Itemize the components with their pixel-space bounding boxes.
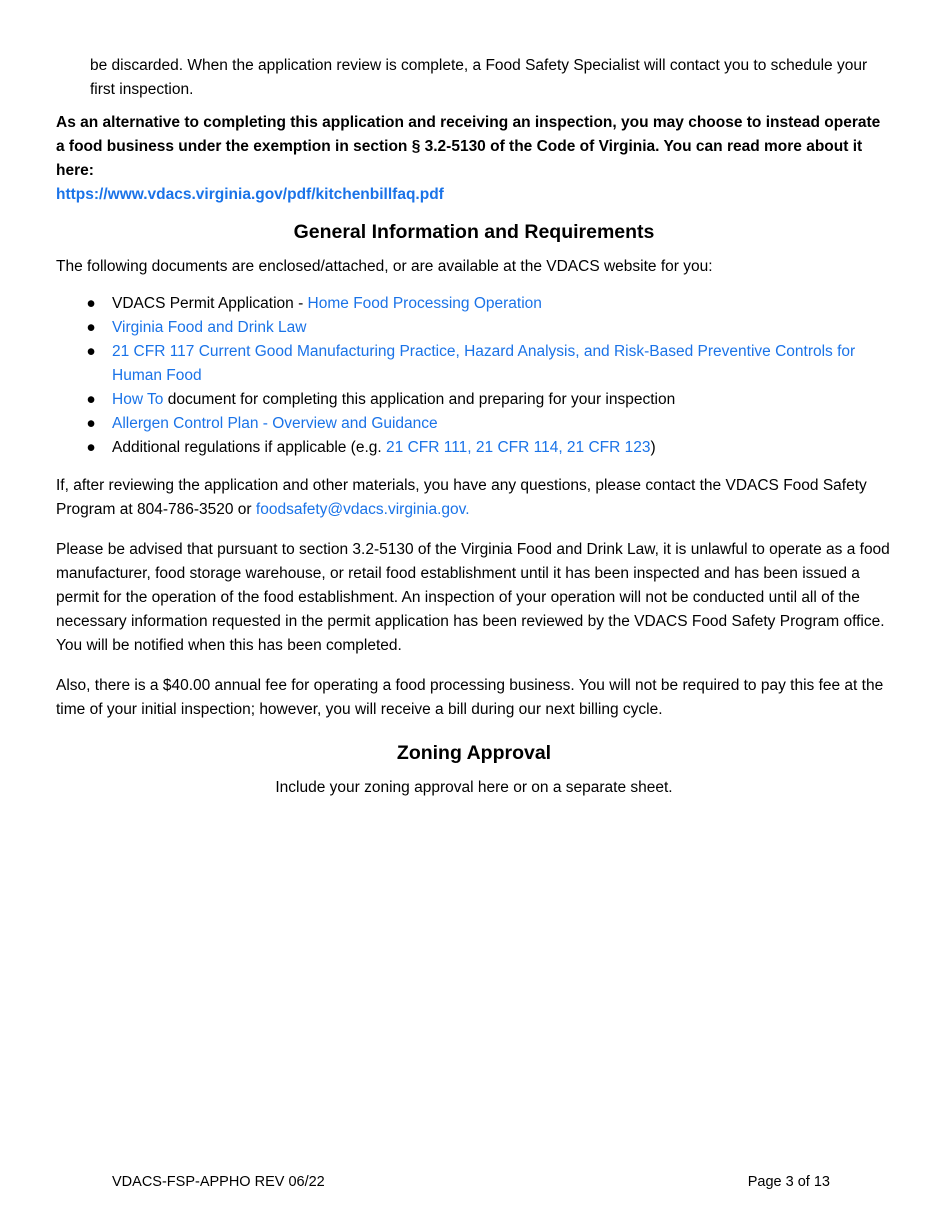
bullet-icon: ● bbox=[86, 319, 96, 336]
questions-paragraph bbox=[56, 474, 892, 522]
list-item bbox=[56, 436, 892, 460]
food-drink-law-link[interactable]: Virginia Food and Drink Law bbox=[112, 319, 307, 336]
list-item bbox=[56, 292, 892, 316]
form-id: VDACS-FSP-APPHO REV 06/22 bbox=[112, 1174, 325, 1190]
bullet-icon: ● bbox=[86, 343, 96, 360]
bullet-icon: ● bbox=[86, 391, 96, 408]
fee-paragraph: Also, there is a $40.00 annual fee for operating a food processing business. You will not be required to pay this fee at the time of your initial inspection; however, you will receive a bill during our next billing cycle. bbox=[56, 677, 884, 718]
alternative-text: As an alternative to completing this application and receiving an inspection, you may choose to instead operate a food business under the exemption in section § 3.2-5130 of the Code of Virginia. You can read more about it here: bbox=[56, 114, 881, 179]
advisory-paragraph: Please be advised that pursuant to section 3.2-5130 of the Virginia Food and Drink Law, it is unlawful to operate as a food manufacturer, food storage warehouse, or retail food establishment until it has been inspected and has been issued a permit for the operation of the food establishment. An inspection of your operation will not be conducted until all of the necessary information requested in the permit application has been reviewed by the VDACS Food Safety Program office. You will be notified when this has been completed. bbox=[56, 541, 890, 654]
bullet-icon: ● bbox=[86, 415, 96, 432]
item-text: ) bbox=[650, 439, 656, 456]
bullet-icon: ● bbox=[86, 295, 96, 312]
kitchen-bill-faq-link[interactable]: https://www.vdacs.virginia.gov/pdf/kitchenbillfaq.pdf bbox=[56, 186, 444, 203]
how-to-link[interactable]: How To bbox=[112, 391, 164, 408]
list-item bbox=[56, 388, 892, 412]
allergen-plan-link[interactable]: Allergen Control Plan - Overview and Guidance bbox=[112, 415, 438, 432]
cfr-117-link[interactable]: 21 CFR 117 Current Good Manufacturing Practice, Hazard Analysis, and Risk-Based Preventive Controls for Human Food bbox=[112, 343, 856, 384]
zoning-heading: Zoning Approval bbox=[396, 742, 552, 764]
questions-text: If, after reviewing the application and other materials, you have any questions, please contact the VDACS Food Safety Program at 804-786-3520 or bbox=[56, 477, 867, 518]
page-number: Page 3 of 13 bbox=[747, 1174, 830, 1190]
food-safety-email-link[interactable]: foodsafety@vdacs.virginia.gov. bbox=[255, 501, 470, 518]
item-text: document for completing this application and preparing for your inspection bbox=[163, 391, 676, 408]
intro-continuation: be discarded. When the application review is complete, a Food Safety Specialist will contact you to schedule your first inspection. bbox=[90, 57, 868, 98]
bullet-icon: ● bbox=[86, 439, 96, 456]
list-item bbox=[56, 340, 892, 388]
item-text: Additional regulations if applicable (e.g. bbox=[112, 439, 387, 456]
document-page bbox=[56, 54, 892, 800]
documents-list bbox=[56, 292, 892, 460]
list-item bbox=[56, 412, 892, 436]
home-food-processing-link[interactable]: Home Food Processing Operation bbox=[307, 295, 542, 312]
zoning-text: Include your zoning approval here or on a separate sheet. bbox=[275, 779, 673, 796]
documents-lead: The following documents are enclosed/attached, or are available at the VDACS website for you: bbox=[56, 258, 713, 275]
item-text: VDACS Permit Application - bbox=[112, 295, 308, 312]
general-info-heading: General Information and Requirements bbox=[293, 221, 655, 243]
list-item bbox=[56, 316, 892, 340]
alternative-paragraph bbox=[56, 111, 892, 207]
additional-cfr-link[interactable]: 21 CFR 111, 21 CFR 114, 21 CFR 123 bbox=[386, 439, 651, 456]
